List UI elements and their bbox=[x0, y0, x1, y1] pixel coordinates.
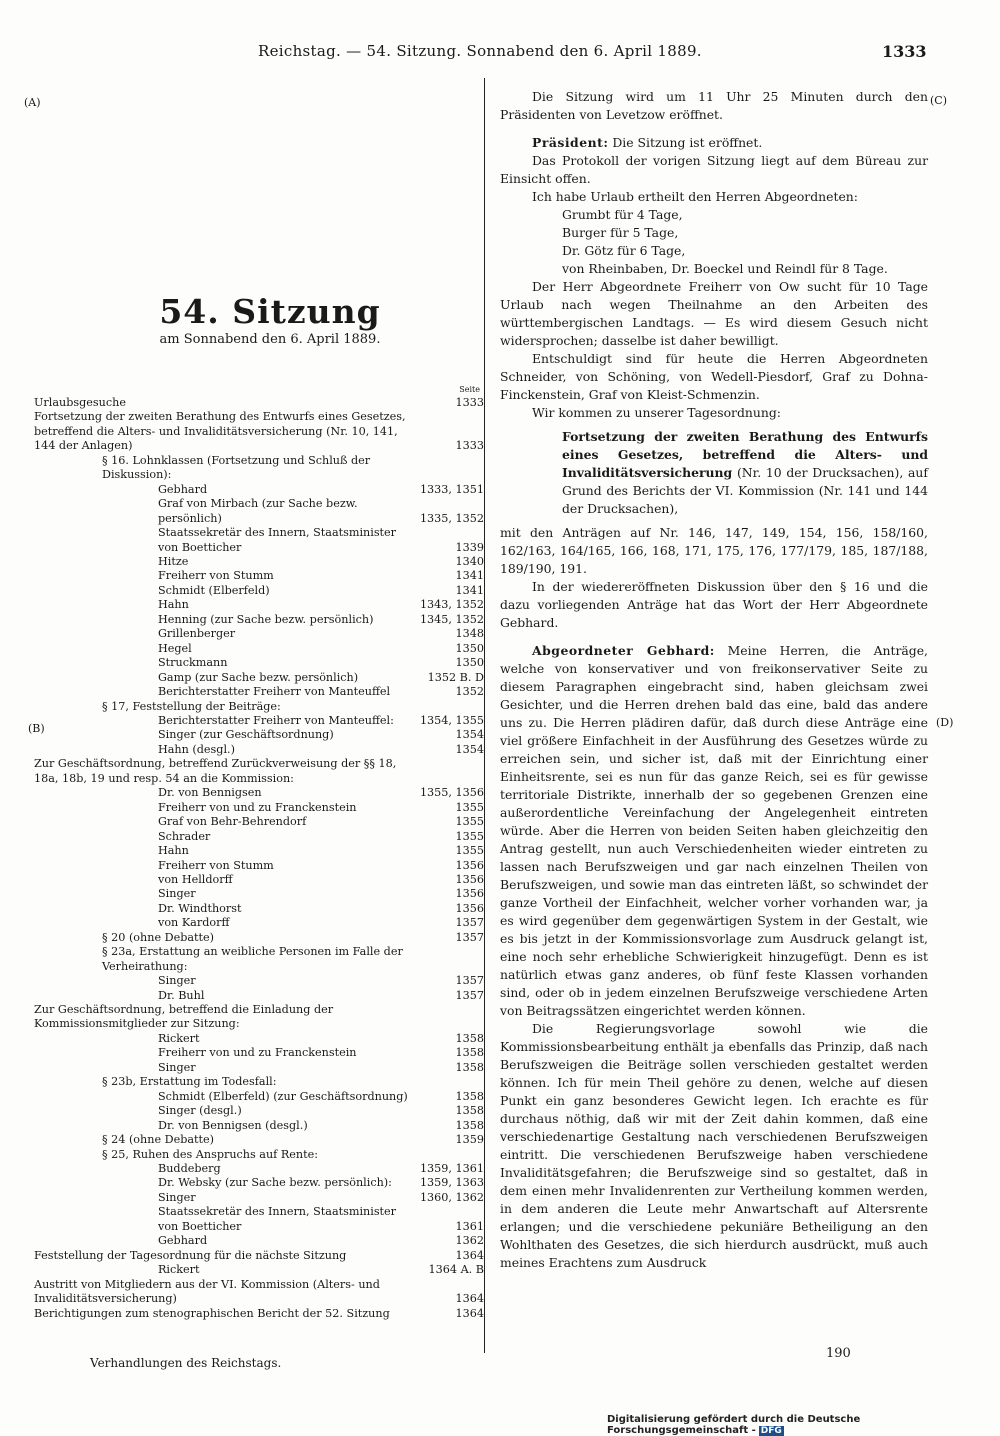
toc-entry bbox=[34, 1234, 484, 1248]
toc-entry bbox=[34, 1061, 484, 1075]
toc-entry bbox=[34, 873, 484, 887]
dfg-logo: DFG bbox=[760, 1426, 782, 1436]
toc-entry-text: von Kardorff bbox=[158, 916, 230, 930]
toc-entry bbox=[34, 1003, 484, 1032]
toc-entry bbox=[34, 1249, 484, 1263]
toc-entry-page: 1333 bbox=[455, 439, 484, 453]
toc-entry-page: 1335, 1352 bbox=[419, 511, 484, 525]
toc-entry bbox=[34, 454, 484, 483]
excused-paragraph: Entschuldigt sind für heute die Herren Abgeordneten Schneider, von Schöning, von Wedell-Piesdorf, Graf zu Dohna-Finckenstein, Graf von Kleist-Schmenzin. bbox=[500, 351, 928, 402]
toc-entry-page: 1355 bbox=[455, 844, 484, 858]
toc-entry bbox=[34, 483, 484, 497]
toc-entry-page: 1357 bbox=[455, 930, 484, 944]
toc-entry bbox=[34, 945, 484, 974]
toc-entry-text: Grillenberger bbox=[158, 627, 236, 641]
dfg-text: Digitalisierung gefördert durch die Deutsche Forschungsgemeinschaft - bbox=[607, 1414, 861, 1436]
toc-entry-page: 1352 bbox=[455, 685, 484, 699]
toc-entry bbox=[34, 1191, 484, 1205]
toc-entry-page: 1354, 1355 bbox=[419, 713, 484, 727]
toc-entry-page: 1360, 1362 bbox=[419, 1190, 484, 1204]
toc-entry-page: 1355 bbox=[455, 829, 484, 843]
toc-entry-text: Rickert bbox=[158, 1263, 200, 1277]
toc-entry bbox=[34, 1104, 484, 1118]
toc-entry bbox=[34, 700, 484, 714]
toc-entry bbox=[34, 555, 484, 569]
toc-entry-text: Berichtigungen zum stenographischen Bericht der 52. Sitzung bbox=[34, 1306, 390, 1320]
toc-entry-text: Freiherr von Stumm bbox=[158, 569, 274, 583]
toc-entry-text: Dr. Windthorst bbox=[158, 901, 242, 915]
toc-entry-text: Hahn (desgl.) bbox=[158, 742, 235, 756]
speaker-label: Präsident: bbox=[532, 135, 609, 150]
session-transcript bbox=[500, 88, 928, 1272]
speech-paragraph-2: Die Regierungsvorlage sowohl wie die Kommissionsbearbeitung enthält ja ebenfalls das Prinzip, daß nach Berufszweigen die Beiträge sollen verschieden gestaltet werden können. Ich für mein Theil gehöre zu denen, welche auf diesen Punkt ein ganz besonderes Gewicht legen. Ich erachte es für durchaus nöthig, daß wir mit der Zeit dahin kommen, daß eine verschiedenartige Gestaltung nach verschiedenen Berufszweigen eintritt. Die verschiedenen Berufszweige haben verschiedene Invaliditätsgefahren; die Berufszweige sind so gestaltet, daß in dem einen mehr Invalidenrenten zur Vertheilung kommen werden, in dem anderen die Leute mehr Anwartschaft auf Altersrente erlangen; und die verschiedene pekuniäre Betheiligung an den Wohlthaten des Gesetzes, die sich hierdurch ausdrückt, muß auch meines Erachtens zum Ausdruck bbox=[500, 1021, 928, 1270]
toc-entry-page: 1364 bbox=[455, 1306, 484, 1320]
toc-entry-page: 1358 bbox=[455, 1104, 484, 1118]
toc-entry bbox=[34, 916, 484, 930]
toc-entry-text: Fortsetzung der zweiten Berathung des Entwurfs eines Gesetzes, betreffend die Alters- und Invaliditätsversicherung (Nr. 10, 141, 144 der Anlagen) bbox=[34, 410, 406, 453]
toc-entry-text: Hegel bbox=[158, 641, 192, 655]
toc-entry bbox=[34, 1046, 484, 1060]
toc-entry bbox=[34, 989, 484, 1003]
toc-entry-text: Schmidt (Elberfeld) (zur Geschäftsordnung) bbox=[158, 1089, 408, 1103]
speech-text: Meine Herren, die Anträge, welche von konservativer und von freikonservativer Seite zu diesem Paragraphen eingebracht sind, haben gleichsam zwei Gesichter, und die Herren drehen bald das eine, bald das andere uns zu. Die Herren plädiren dafür, daß durch diese Anträge eine viel größere Einfachheit in der Ausführung des Gesetzes würde zu erreichen sein, und sicher ist, daß mit der Einrichtung einer Einheitsrente, sei es nun für das ganze Reich, sei es für gewisse territoriale Distrikte, innerhalb der so gegebenen Grenzen eine außerordentliche Vereinfachung der Angelegenheit eintreten würde. Aber die Herren von beiden Seiten haben gleichzeitig den Antrag gestellt, nun auch Verschiedenheiten wieder eintreten zu lassen nach Berufszweigen und gar nach einzelnen Theilen von Berufszweigen, und sowie man das eintreten läßt, so schwindet der ganze Vortheil der Einfachheit, welcher vorher vorhanden war, ja es wird gegenüber dem gegenwärtigen System in der Gestalt, wie es bis jetzt in der Kommissionsvorlage zum Ausdruck gelangt ist, eine noch sehr erhebliche Schwierigkeit hinzugefügt. Denn es ist natürlich etwas ganz anderes, ob fünf feste Klassen vorhanden sind, oder ob in jedem einzelnen Berufszweige verschiedene Arten von Beitragssätzen eingerichtet werden können. bbox=[500, 643, 928, 1018]
toc-entry-page: 1343, 1352 bbox=[419, 598, 484, 612]
toc-entry-page: 1341 bbox=[455, 583, 484, 597]
toc-entry-page: 1358 bbox=[455, 1060, 484, 1074]
toc-entry-page: 1345, 1352 bbox=[419, 612, 484, 626]
toc-entry-page: 1357 bbox=[455, 974, 484, 988]
toc-entry-text: § 17, Feststellung der Beiträge: bbox=[102, 699, 281, 713]
toc-entry-page: 1355 bbox=[455, 800, 484, 814]
agenda-details: (Nr. 10 der Drucksachen), auf Grund des Berichts der VI. Kommission (Nr. 141 und 144 der Drucksachen), bbox=[562, 465, 928, 516]
toc-entry-page: 1339 bbox=[455, 540, 484, 554]
toc-entry-page: 1361 bbox=[455, 1219, 484, 1233]
agenda-intro: Wir kommen zu unserer Tagesordnung: bbox=[532, 405, 781, 420]
margin-marker-c: (C) bbox=[930, 94, 947, 107]
toc-entry bbox=[34, 410, 484, 453]
footer-signature: 190 bbox=[826, 1346, 851, 1361]
toc-entry bbox=[34, 974, 484, 988]
toc-entry-text: Schrader bbox=[158, 829, 211, 843]
toc-entry bbox=[34, 396, 484, 410]
toc-entry bbox=[34, 1148, 484, 1162]
toc-entry-text: Austritt von Mitgliedern aus der VI. Kommission (Alters- und Invaliditätsversicherung) bbox=[34, 1277, 380, 1306]
toc-entry-text: Henning (zur Sache bezw. persönlich) bbox=[158, 612, 374, 626]
toc-entry-page: 1356 bbox=[455, 858, 484, 872]
speech-paragraph bbox=[500, 642, 928, 1020]
toc-entry-text: Hahn bbox=[158, 598, 189, 612]
toc-entry-text: Struckmann bbox=[158, 656, 228, 670]
toc-entry-text: Gebhard bbox=[158, 1234, 208, 1248]
toc-entry-text: Dr. von Bennigsen bbox=[158, 786, 262, 800]
toc-entry bbox=[34, 743, 484, 757]
toc-entry-text: Singer (desgl.) bbox=[158, 1104, 242, 1118]
toc-entry-text: Staatssekretär des Innern, Staatsminister von Boetticher bbox=[158, 526, 397, 554]
toc-entry bbox=[34, 685, 484, 699]
agenda-title: Fortsetzung der zweiten Berathung des Entwurfs eines Gesetzes, betreffend die Alters- und Invaliditätsversicherung bbox=[562, 429, 928, 480]
toc-entry-page: 1354 bbox=[455, 742, 484, 756]
toc-entry-text: § 20 (ohne Debatte) bbox=[102, 930, 215, 944]
toc-entry-page: 1348 bbox=[455, 627, 484, 641]
leave-item: Grumbt für 4 Tage, bbox=[562, 207, 683, 222]
toc-entry bbox=[34, 1133, 484, 1147]
president-text: Die Sitzung ist eröffnet. bbox=[608, 135, 763, 150]
dfg-credit bbox=[607, 1414, 1000, 1436]
toc-entry-page: 1352 B. D bbox=[427, 670, 484, 684]
protocol-paragraph: Das Protokoll der vorigen Sitzung liegt auf dem Büreau zur Einsicht offen. bbox=[500, 153, 928, 186]
toc-entry-page: 1359 bbox=[455, 1133, 484, 1147]
toc-list bbox=[34, 396, 484, 1321]
toc-entry bbox=[34, 728, 484, 742]
toc-entry-page: 1356 bbox=[455, 901, 484, 915]
toc-entry bbox=[34, 801, 484, 815]
toc-entry bbox=[34, 526, 484, 555]
toc-entry-text: Dr. Websky (zur Sache bezw. persönlich): bbox=[158, 1176, 392, 1190]
motions-paragraph: mit den Anträgen auf Nr. 146, 147, 149, 154, 156, 158/160, 162/163, 164/165, 166, 168, 171, 175, 176, 177/179, 185, 187/188, 189/190, 191. bbox=[500, 525, 928, 576]
seite-label: Seite bbox=[459, 385, 480, 394]
toc-entry bbox=[34, 830, 484, 844]
leave-request-paragraph: Der Herr Abgeordnete Freiherr von Ow sucht für 10 Tage Urlaub nach wegen Theilnahme an den Arbeiten des württembergischen Landtags. — Es wird diesem Gesuch nicht widersprochen; dasselbe ist daher bewilligt. bbox=[500, 279, 928, 348]
running-head: Reichstag. — 54. Sitzung. Sonnabend den 6. April 1889. bbox=[258, 42, 702, 60]
toc-entry-text: § 16. Lohnklassen (Fortsetzung und Schluß der Diskussion): bbox=[102, 453, 371, 482]
toc-entry-page: 1364 bbox=[455, 1248, 484, 1262]
toc-entry bbox=[34, 1032, 484, 1046]
toc-entry-text: Singer (zur Geschäftsordnung) bbox=[158, 728, 334, 742]
toc-entry-text: Berichterstatter Freiherr von Manteuffel: bbox=[158, 713, 394, 727]
toc-entry bbox=[34, 757, 484, 786]
toc-entry bbox=[34, 815, 484, 829]
toc-entry-page: 1341 bbox=[455, 569, 484, 583]
toc-entry-page: 1333 bbox=[455, 396, 484, 409]
toc-entry bbox=[34, 1119, 484, 1133]
discussion-paragraph: In der wiedereröffneten Diskussion über den § 16 und die dazu vorliegenden Anträge hat das Wort der Herr Abgeordnete Gebhard. bbox=[500, 579, 928, 630]
toc-entry-page: 1340 bbox=[455, 554, 484, 568]
toc-entry bbox=[34, 902, 484, 916]
toc-entry-page: 1333, 1351 bbox=[419, 482, 484, 496]
toc-entry bbox=[34, 859, 484, 873]
toc-entry bbox=[34, 844, 484, 858]
toc-entry bbox=[34, 569, 484, 583]
toc-entry-text: Singer bbox=[158, 974, 196, 988]
session-title: 54. Sitzung bbox=[159, 292, 381, 331]
toc-entry-text: Freiherr von und zu Franckenstein bbox=[158, 800, 357, 814]
toc-entry bbox=[34, 613, 484, 627]
toc-entry bbox=[34, 671, 484, 685]
toc-entry bbox=[34, 497, 484, 526]
margin-marker-d: (D) bbox=[936, 716, 954, 729]
toc-entry bbox=[34, 1162, 484, 1176]
toc-entry-text: Singer bbox=[158, 1060, 196, 1074]
toc-entry-page: 1355 bbox=[455, 815, 484, 829]
toc-entry-page: 1358 bbox=[455, 1031, 484, 1045]
table-of-contents bbox=[34, 384, 484, 1321]
toc-entry-page: 1350 bbox=[455, 656, 484, 670]
toc-entry-text: Gebhard bbox=[158, 482, 208, 496]
toc-entry bbox=[34, 786, 484, 800]
toc-entry-page: 1358 bbox=[455, 1089, 484, 1103]
leave-item: Dr. Götz für 6 Tage, bbox=[562, 243, 686, 258]
toc-entry-text: § 25, Ruhen des Anspruchs auf Rente: bbox=[102, 1147, 319, 1161]
toc-entry-text: Schmidt (Elberfeld) bbox=[158, 583, 270, 597]
toc-entry-text: Berichterstatter Freiherr von Manteuffel bbox=[158, 685, 391, 699]
toc-entry-text: Graf von Mirbach (zur Sache bezw. persönlich) bbox=[158, 497, 358, 525]
page-number: 1333 bbox=[882, 42, 927, 61]
toc-entry-page: 1362 bbox=[455, 1234, 484, 1248]
toc-entry-page: 1364 bbox=[455, 1292, 484, 1306]
toc-entry bbox=[34, 1075, 484, 1089]
toc-entry-text: Gamp (zur Sache bezw. persönlich) bbox=[158, 670, 359, 684]
toc-entry-page: 1350 bbox=[455, 641, 484, 655]
toc-entry-text: § 24 (ohne Debatte) bbox=[102, 1133, 215, 1147]
toc-entry bbox=[34, 598, 484, 612]
president-statement bbox=[500, 134, 928, 152]
leave-intro: Ich habe Urlaub ertheilt den Herren Abgeordneten: bbox=[532, 189, 858, 204]
toc-entry bbox=[34, 584, 484, 598]
toc-entry-text: § 23b, Erstattung im Todesfall: bbox=[102, 1075, 277, 1089]
toc-entry-text: Buddeberg bbox=[158, 1162, 221, 1176]
toc-entry bbox=[34, 714, 484, 728]
toc-entry-text: Dr. von Bennigsen (desgl.) bbox=[158, 1118, 308, 1132]
toc-entry-text: Urlaubsgesuche bbox=[34, 396, 126, 409]
toc-entry-text: Zur Geschäftsordnung, betreffend Zurückverweisung der §§ 18, 18a, 18b, 19 und resp. 54 an die Kommission: bbox=[34, 757, 397, 785]
toc-entry-page: 1357 bbox=[455, 988, 484, 1002]
toc-entry-page: 1358 bbox=[455, 1046, 484, 1060]
toc-entry-page: 1356 bbox=[455, 872, 484, 886]
toc-entry bbox=[34, 1176, 484, 1190]
toc-entry-text: Staatssekretär des Innern, Staatsminister von Boetticher bbox=[158, 1205, 397, 1233]
toc-entry-text: Zur Geschäftsordnung, betreffend die Einladung der Kommissionsmitglieder zur Sitzung: bbox=[34, 1003, 334, 1031]
toc-entry-text: von Helldorff bbox=[158, 872, 233, 886]
toc-entry-page: 1364 A. B bbox=[428, 1263, 484, 1277]
footer-publication: Verhandlungen des Reichstags. bbox=[90, 1356, 282, 1370]
toc-entry-text: Rickert bbox=[158, 1031, 200, 1045]
toc-entry-text: Singer bbox=[158, 1190, 196, 1204]
toc-entry bbox=[34, 1263, 484, 1277]
toc-entry bbox=[34, 627, 484, 641]
margin-marker-a: (A) bbox=[24, 96, 41, 109]
toc-entry-page: 1357 bbox=[455, 916, 484, 930]
toc-entry-page: 1355, 1356 bbox=[419, 786, 484, 800]
toc-entry bbox=[34, 1205, 484, 1234]
toc-entry-text: Hahn bbox=[158, 844, 189, 858]
toc-entry-text: Dr. Buhl bbox=[158, 988, 205, 1002]
toc-entry bbox=[34, 931, 484, 945]
toc-entry-text: Feststellung der Tagesordnung für die nächste Sitzung bbox=[34, 1248, 347, 1262]
toc-entry bbox=[34, 642, 484, 656]
session-date: am Sonnabend den 6. April 1889. bbox=[159, 332, 381, 347]
toc-entry-page: 1359, 1363 bbox=[419, 1176, 484, 1190]
toc-entry-text: Freiherr von Stumm bbox=[158, 858, 274, 872]
toc-entry-text: Hitze bbox=[158, 554, 189, 568]
opening-paragraph: Die Sitzung wird um 11 Uhr 25 Minuten durch den Präsidenten von Levetzow eröffnet. bbox=[500, 89, 928, 122]
toc-entry bbox=[34, 656, 484, 670]
toc-entry bbox=[34, 1090, 484, 1104]
toc-entry bbox=[34, 887, 484, 901]
toc-entry bbox=[34, 1307, 484, 1321]
toc-entry-text: Freiherr von und zu Franckenstein bbox=[158, 1046, 357, 1060]
toc-entry-page: 1354 bbox=[455, 728, 484, 742]
toc-entry-page: 1358 bbox=[455, 1118, 484, 1132]
leave-item: von Rheinbaben, Dr. Boeckel und Reindl für 8 Tage. bbox=[562, 261, 888, 276]
toc-entry-text: Singer bbox=[158, 887, 196, 901]
toc-entry-page: 1359, 1361 bbox=[419, 1162, 484, 1176]
leave-item: Burger für 5 Tage, bbox=[562, 225, 679, 240]
margin-marker-b: (B) bbox=[28, 722, 45, 735]
toc-entry-page: 1356 bbox=[455, 887, 484, 901]
toc-entry bbox=[34, 1278, 484, 1307]
speaker-label: Abgeordneter Gebhard: bbox=[532, 643, 715, 658]
agenda-item bbox=[562, 428, 928, 518]
toc-entry-text: Graf von Behr-Behrendorf bbox=[158, 815, 307, 829]
column-divider bbox=[484, 78, 485, 1353]
toc-entry-text: § 23a, Erstattung an weibliche Personen im Falle der Verheirathung: bbox=[102, 945, 403, 973]
